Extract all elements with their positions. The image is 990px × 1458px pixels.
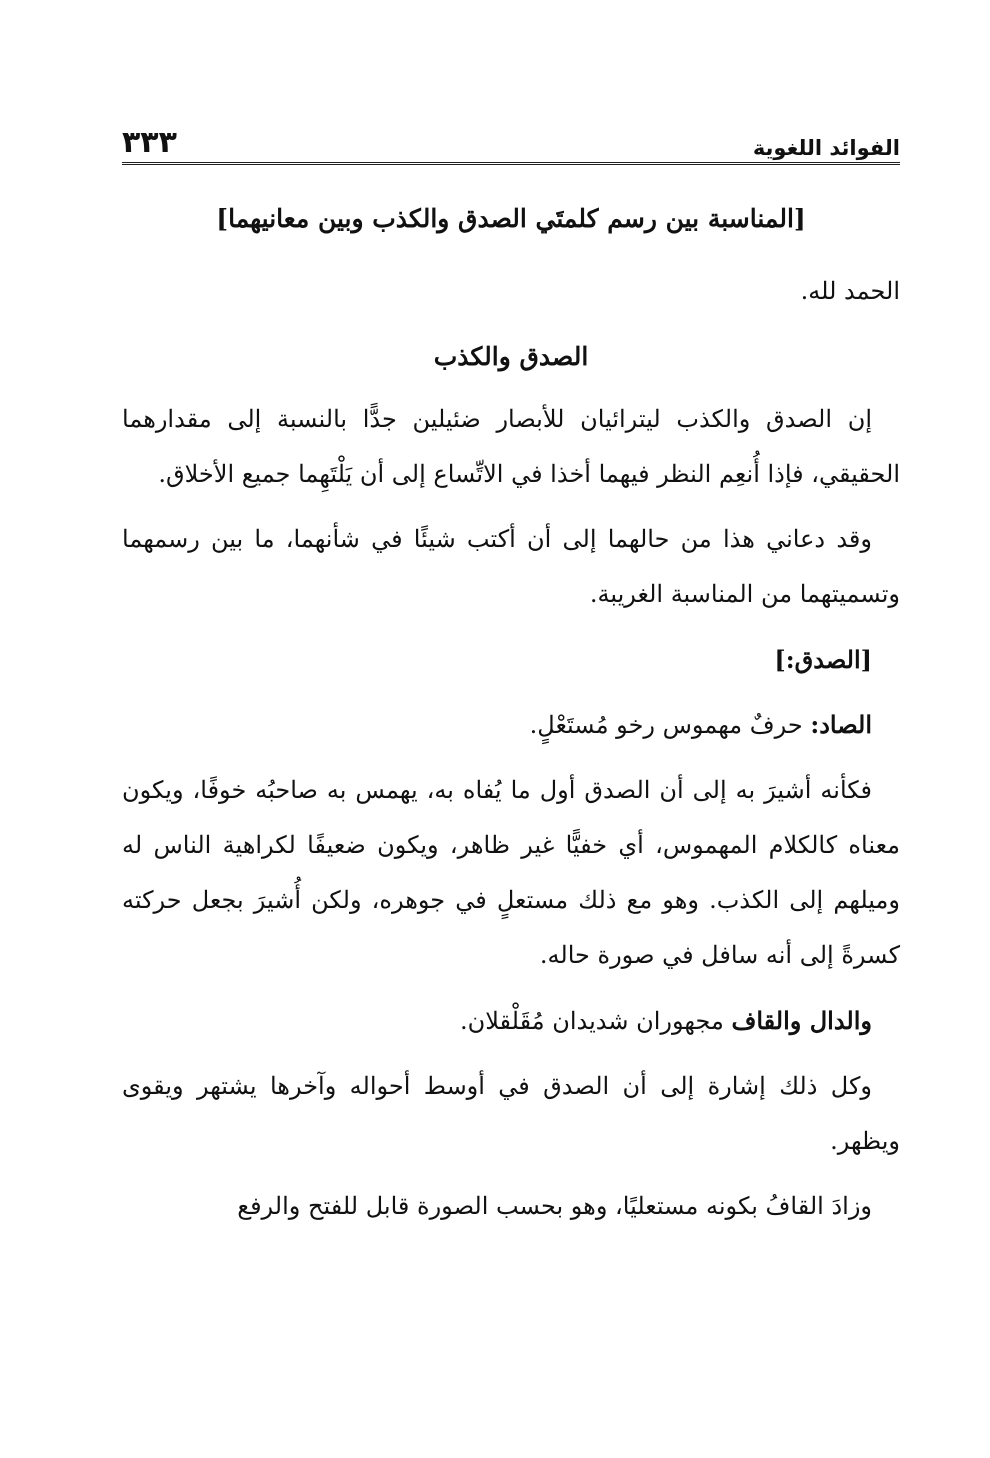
paragraph-qaf-extra: وزادَ القافُ بكونه مستعليًا، وهو بحسب الصورة قابل للفتح والرفع xyxy=(237,1192,872,1220)
dal-term: والدال xyxy=(809,1006,872,1035)
dal-qaf-description: مجهوران شديدان مُقَلْقلان. xyxy=(459,1007,732,1035)
saad-description: حرفٌ مهموس رخو مُستَعْلٍ. xyxy=(529,711,811,739)
sidq-heading: [الصدق:] xyxy=(774,645,872,674)
page-header xyxy=(122,118,900,165)
paragraph-purpose: وقد دعاني هذا من حالهما إلى أن أكتب شيئًا في شأنهما، ما بين رسمهما وتسميتهما من المناسبة الغريبة. xyxy=(122,525,900,608)
page-number: ٣٣٣ xyxy=(122,125,177,160)
praise-line: الحمد لله. xyxy=(800,277,900,305)
book-page xyxy=(122,118,900,1244)
saad-term: الصاد: xyxy=(810,710,872,739)
saad-definition xyxy=(122,697,900,753)
paragraph-saad-explanation: فكأنه أشيرَ به إلى أن الصدق أول ما يُفاه به، يهمس به صاحبُه خوفًا، ويكون معناه كالكلام المهموس، أي خفيًّا غير ظاهر، ويكون ضعيفًا لكراهية الناس له وميلهم إلى الكذب. وهو مع ذلك مستعلٍ في جوهره، ولكن أُشيرَ بجعل حركته كسرةً إلى أنه سافل في صورة حاله. xyxy=(122,776,900,969)
section-title: [المناسبة بين رسم كلمتَي الصدق والكذب وبين معانيهما] xyxy=(216,204,806,233)
paragraph-dal-qaf-explanation: وكل ذلك إشارة إلى أن الصدق في أوسط أحواله وآخرها يشتهر ويقوى ويظهر. xyxy=(122,1072,900,1155)
dal-and: و xyxy=(789,1006,810,1035)
paragraph-intro: إن الصدق والكذب ليترائيان للأبصار ضئيلين جدًّا بالنسبة إلى مقدارهما الحقيقي، فإذا أُنعِم النظر فيهما أخذا في الاتِّساع إلى أن يَلْتَهِما جميع الأخلاق. xyxy=(122,405,900,488)
page-content xyxy=(122,191,900,1234)
running-title: الفوائد اللغوية xyxy=(752,136,900,160)
qaf-term: القاف xyxy=(731,1006,790,1035)
subtitle: الصدق والكذب xyxy=(433,342,589,371)
dal-qaf-definition xyxy=(122,993,900,1049)
